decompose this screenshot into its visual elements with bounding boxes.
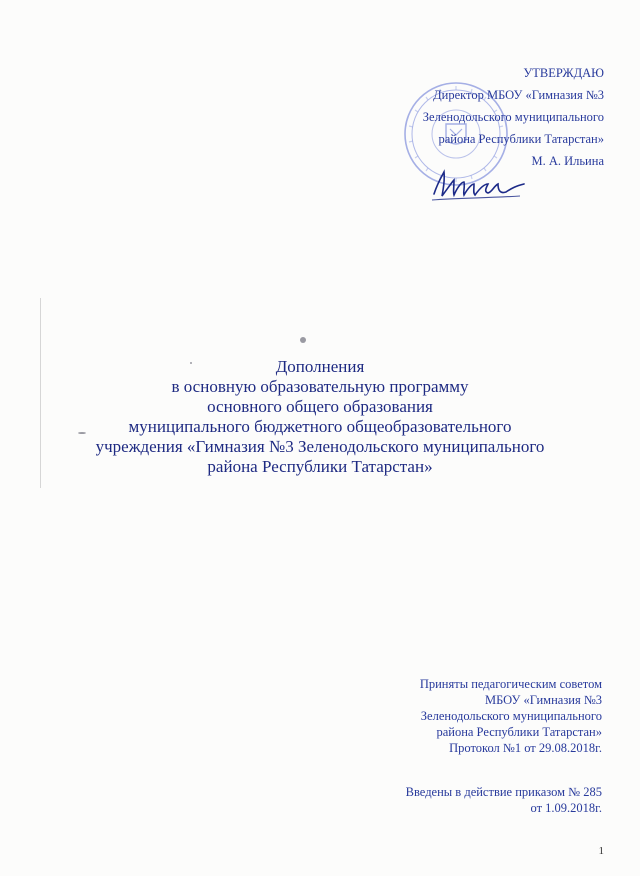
enactment-date-line: от 1.09.2018г. xyxy=(530,801,602,815)
title-line-3: основного общего образования xyxy=(207,397,433,416)
approval-signatory-name: М. А. Ильина xyxy=(531,154,604,168)
approval-director-line: Директор МБОУ «Гимназия №3 xyxy=(433,88,604,102)
approval-region-line: района Республики Татарстан» xyxy=(438,132,604,146)
document-title xyxy=(40,357,600,477)
approval-block xyxy=(423,62,604,172)
page-number: 1 xyxy=(598,845,604,857)
approval-municipality-line: Зеленодольского муниципального xyxy=(422,110,604,124)
adoption-block xyxy=(420,676,602,756)
approval-heading: УТВЕРЖДАЮ xyxy=(523,66,604,80)
enactment-block xyxy=(406,784,602,816)
dust-speck xyxy=(300,337,306,343)
title-line-5: учреждения «Гимназия №3 Зеленодольского муниципального xyxy=(95,437,545,456)
adoption-line-4: района Республики Татарстан» xyxy=(436,725,602,739)
enactment-order-line: Введены в действие приказом № 285 xyxy=(405,785,602,799)
title-line-2: в основную образовательную программу xyxy=(171,377,469,396)
title-line-1: Дополнения xyxy=(275,357,365,376)
title-line-6: района Республики Татарстан» xyxy=(207,457,433,476)
adoption-line-2: МБОУ «Гимназия №3 xyxy=(484,693,602,707)
adoption-line-3: Зеленодольского муниципального xyxy=(420,709,602,723)
handwritten-signature xyxy=(428,162,532,206)
title-line-4: муниципального бюджетного общеобразовательного xyxy=(128,417,512,436)
adoption-line-1: Приняты педагогическим советом xyxy=(419,677,602,691)
adoption-protocol-line: Протокол №1 от 29.08.2018г. xyxy=(449,741,602,755)
